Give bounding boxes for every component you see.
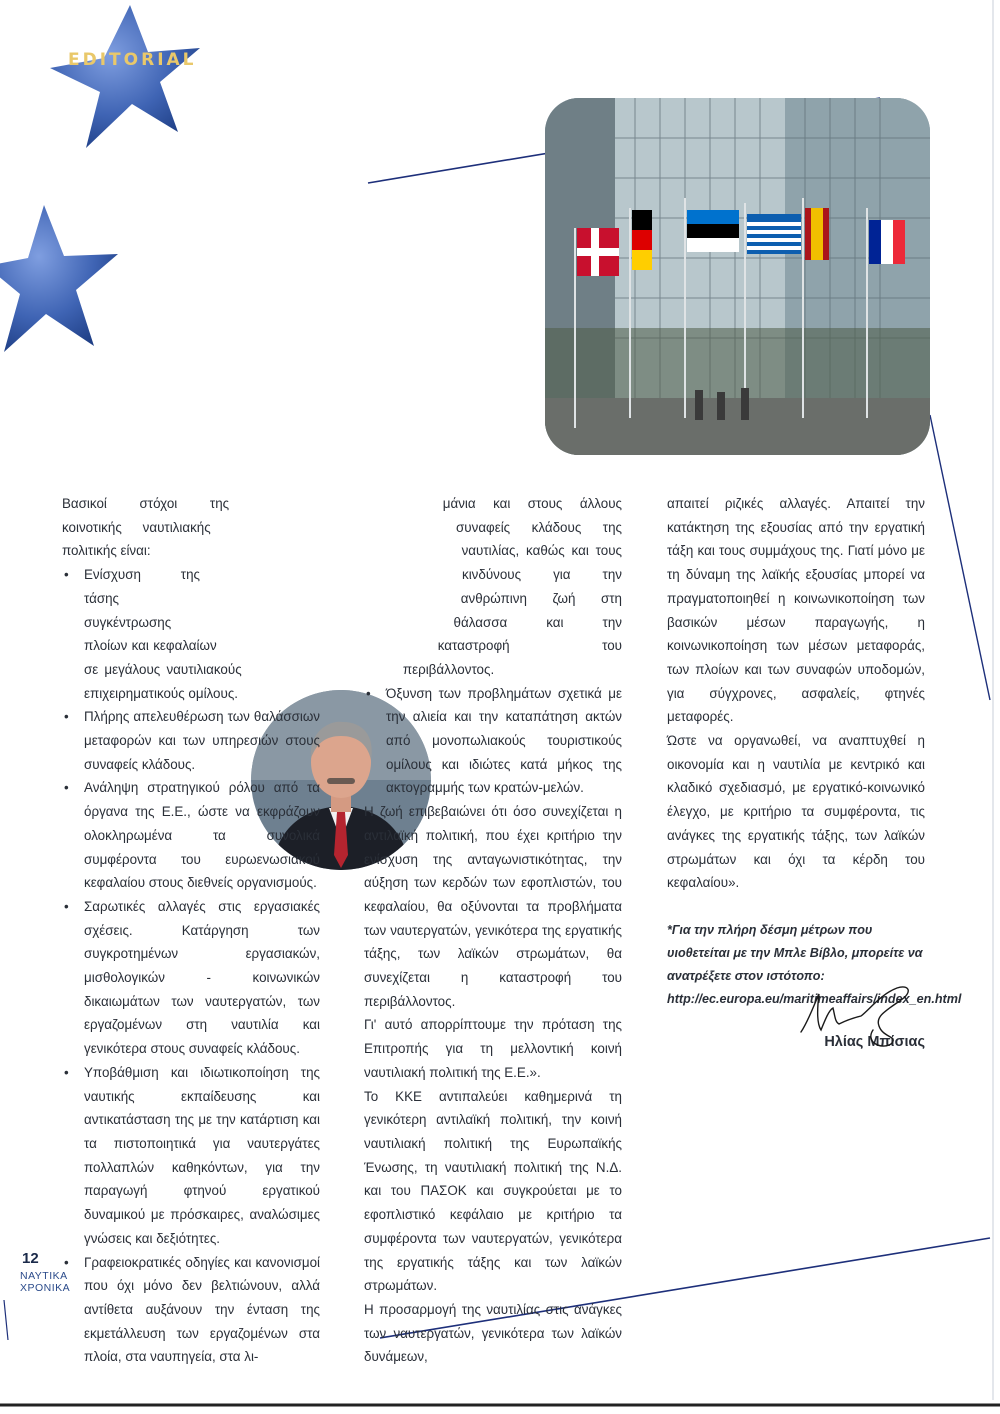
- list-item: • Υποβάθμιση και ιδιωτικοποίηση της ναυτικής εκπαίδευσης και αντικατάσταση της με την κατάρτιση και τα πιστοποιητικά για ναυτεργάτες πολλαπλών καθηκόντων, για την παραγωγή φτηνού εργατικού δυναμικού με πρόσκαιρες, αναλώσιμες γνώσεις και δεξιότητες.: [62, 1061, 320, 1251]
- policy-goals-list: [62, 563, 320, 1369]
- star-middle-icon: [0, 205, 118, 352]
- magazine-name: [20, 1270, 70, 1294]
- right-diagonal-rule: [930, 415, 990, 700]
- bottom-left-rule: [4, 1300, 8, 1340]
- text-column-2: [364, 492, 622, 1369]
- list-item: • Ενίσχυση της τάσης συγκέντρωσης πλοίων και κεφαλαίων σε μεγάλους ναυτιλιακούς επιχειρηματικούς ομίλους.: [62, 563, 320, 705]
- list-item: • Ανάληψη στρατηγικού ρόλου από τα όργανα της Ε.Ε., ώστε να εκφράζουν ολοκληρωμένα τα συνολικά συμφέροντα του ευρωενωσιακού κεφαλαίου στους διεθνείς οργανισμούς.: [62, 776, 320, 895]
- continuation-paragraph: μάνια και στους άλλους συναφείς κλάδους της ναυτιλίας, καθώς και τους κινδύνους για την ανθρώπινη ζωή στη θάλασσα και την καταστροφή του περιβάλλοντος.: [402, 496, 622, 677]
- footnote: *Για την πλήρη δέσμη μέτρων που υιοθετείται με την Μπλε Βίβλο, μπορείτε να ανατρέξετε στον ιστότοπο: http://ec.europa.eu/maritimeaffairs/index_en.html: [667, 922, 962, 1006]
- page-number: 12: [22, 1250, 39, 1267]
- list-item: • Σαρωτικές αλλαγές στις εργασιακές σχέσεις. Κατάργηση των συγκροτημένων εργασιακών, μισθολογικών - κοινωνικών δικαιωμάτων των ναυτεργατών, των εργαζομένων στη ναυτιλία και γενικότερα στους συναφείς κλάδους.: [62, 895, 320, 1061]
- list-item: • Πλήρης απελευθέρωση των θαλάσσιων μεταφορών και των υπηρεσιών στους συναφείς κλάδους.: [62, 705, 320, 776]
- text-column-3: [667, 492, 962, 1055]
- body-paragraph: Η προσαρμογή της ναυτιλίας στις ανάγκες των ναυτεργατών, γενικότερα των λαϊκών δυνάμεων,: [364, 1301, 622, 1365]
- body-paragraph: Το ΚΚΕ αντιπαλεύει καθημερινά τη γενικότερη αντιλαϊκή πολιτική, την κοινή ναυτιλιακή πολιτική της Ευρωπαϊκής Ένωσης, τη ναυτιλιακή πολιτική της Ν.Δ. και του ΠΑΣΟΚ και συγκρούεται με το εφοπλιστικό κεφάλαιο με κριτήριο τα συμφέροντα των ναυτεργατών, γενικότερα της εργατικής τάξης και των λαϊκών στρωμάτων.: [364, 1088, 622, 1294]
- list-item: • Όξυνση των προβλημάτων σχετικά με την αλιεία και την καταπάτηση ακτών από μονοπωλιακούς τουριστικούς ομίλους και ιδιώτες κατά μήκος της ακτογραμμής των κρατών-μελών.: [364, 682, 622, 801]
- list-item: • Γραφειοκρατικές οδηγίες και κανονισμοί που όχι μόνο δεν βελτιώνουν, αλλά αντίθετα αυξάνουν την ένταση της εκμετάλλευση των εργαζομένων στα πλοία, στα ναυπηγεία, στα λι-: [62, 1251, 320, 1370]
- policy-goals-list-continued: [364, 682, 622, 801]
- signature-icon: [795, 980, 925, 1050]
- body-paragraph: Ώστε να οργανωθεί, να αναπτυχθεί η οικονομία και η ναυτιλία με κεντρικό και κλαδικό σχεδιασμό, με εργατικό-κοινωνικό έλεγχο, με κριτήριο τα συμφέροντα, τις ανάγκες της εργατικής τάξης, των λαϊκών στρωμάτων και όχι τα κέρδη του κεφαλαίου».: [667, 733, 925, 891]
- text-column-1: [62, 492, 320, 1369]
- magazine-name-line2: ΧΡΟΝΙΚΑ: [20, 1282, 71, 1294]
- magazine-name-line1: ΝΑΥΤΙΚΑ: [20, 1270, 68, 1282]
- body-paragraph: απαιτεί ριζικές αλλαγές. Απαιτεί την κατάκτηση της εξουσίας από την εργατική τάξη και τους συμμάχους της. Γιατί μόνο με τη δύναμη της λαϊκής εξουσίας μπορεί να πραγματοποιηθεί η κοινωνικοποίηση των βασικών μέσων παραγωγής, η κοινωνικοποίηση των μέσων μεταφοράς, των πλοίων και των συναφών υποδομών, για σύγχρονες, ασφαλείς, φτηνές μεταφορές.: [667, 496, 925, 725]
- section-label: EDITORIAL: [68, 50, 197, 70]
- european-parliament-flags-photo: [545, 98, 930, 455]
- author-name: Ηλίας Μπίσιας: [824, 1033, 925, 1050]
- body-paragraph: Γι' αυτό απορρίπτουμε την πρόταση της Επιτροπής για τη μελλοντική κοινή ναυτιλιακή πολιτική της Ε.Ε.».: [364, 1017, 622, 1080]
- star-top-icon: [50, 5, 200, 148]
- body-paragraph: Η ζωή επιβεβαιώνει ότι όσο συνεχίζεται η αντιλαϊκή πολιτική, που έχει κριτήριο την ενίσχυση της ανταγωνιστικότητας, την αύξηση των κερδών των εφοπλιστών, του κεφαλαίου, θα οξύνονται τα προβλήματα των ναυτεργατών, γενικότερα της εργατικής τάξης, των λαϊκών στρωμάτων, θα συνεχίζεται η καταστροφή του περιβάλλοντος.: [364, 804, 622, 1009]
- policy-intro: Βασικοί στόχοι της κοινοτικής ναυτιλιακής πολιτικής είναι:: [62, 496, 230, 559]
